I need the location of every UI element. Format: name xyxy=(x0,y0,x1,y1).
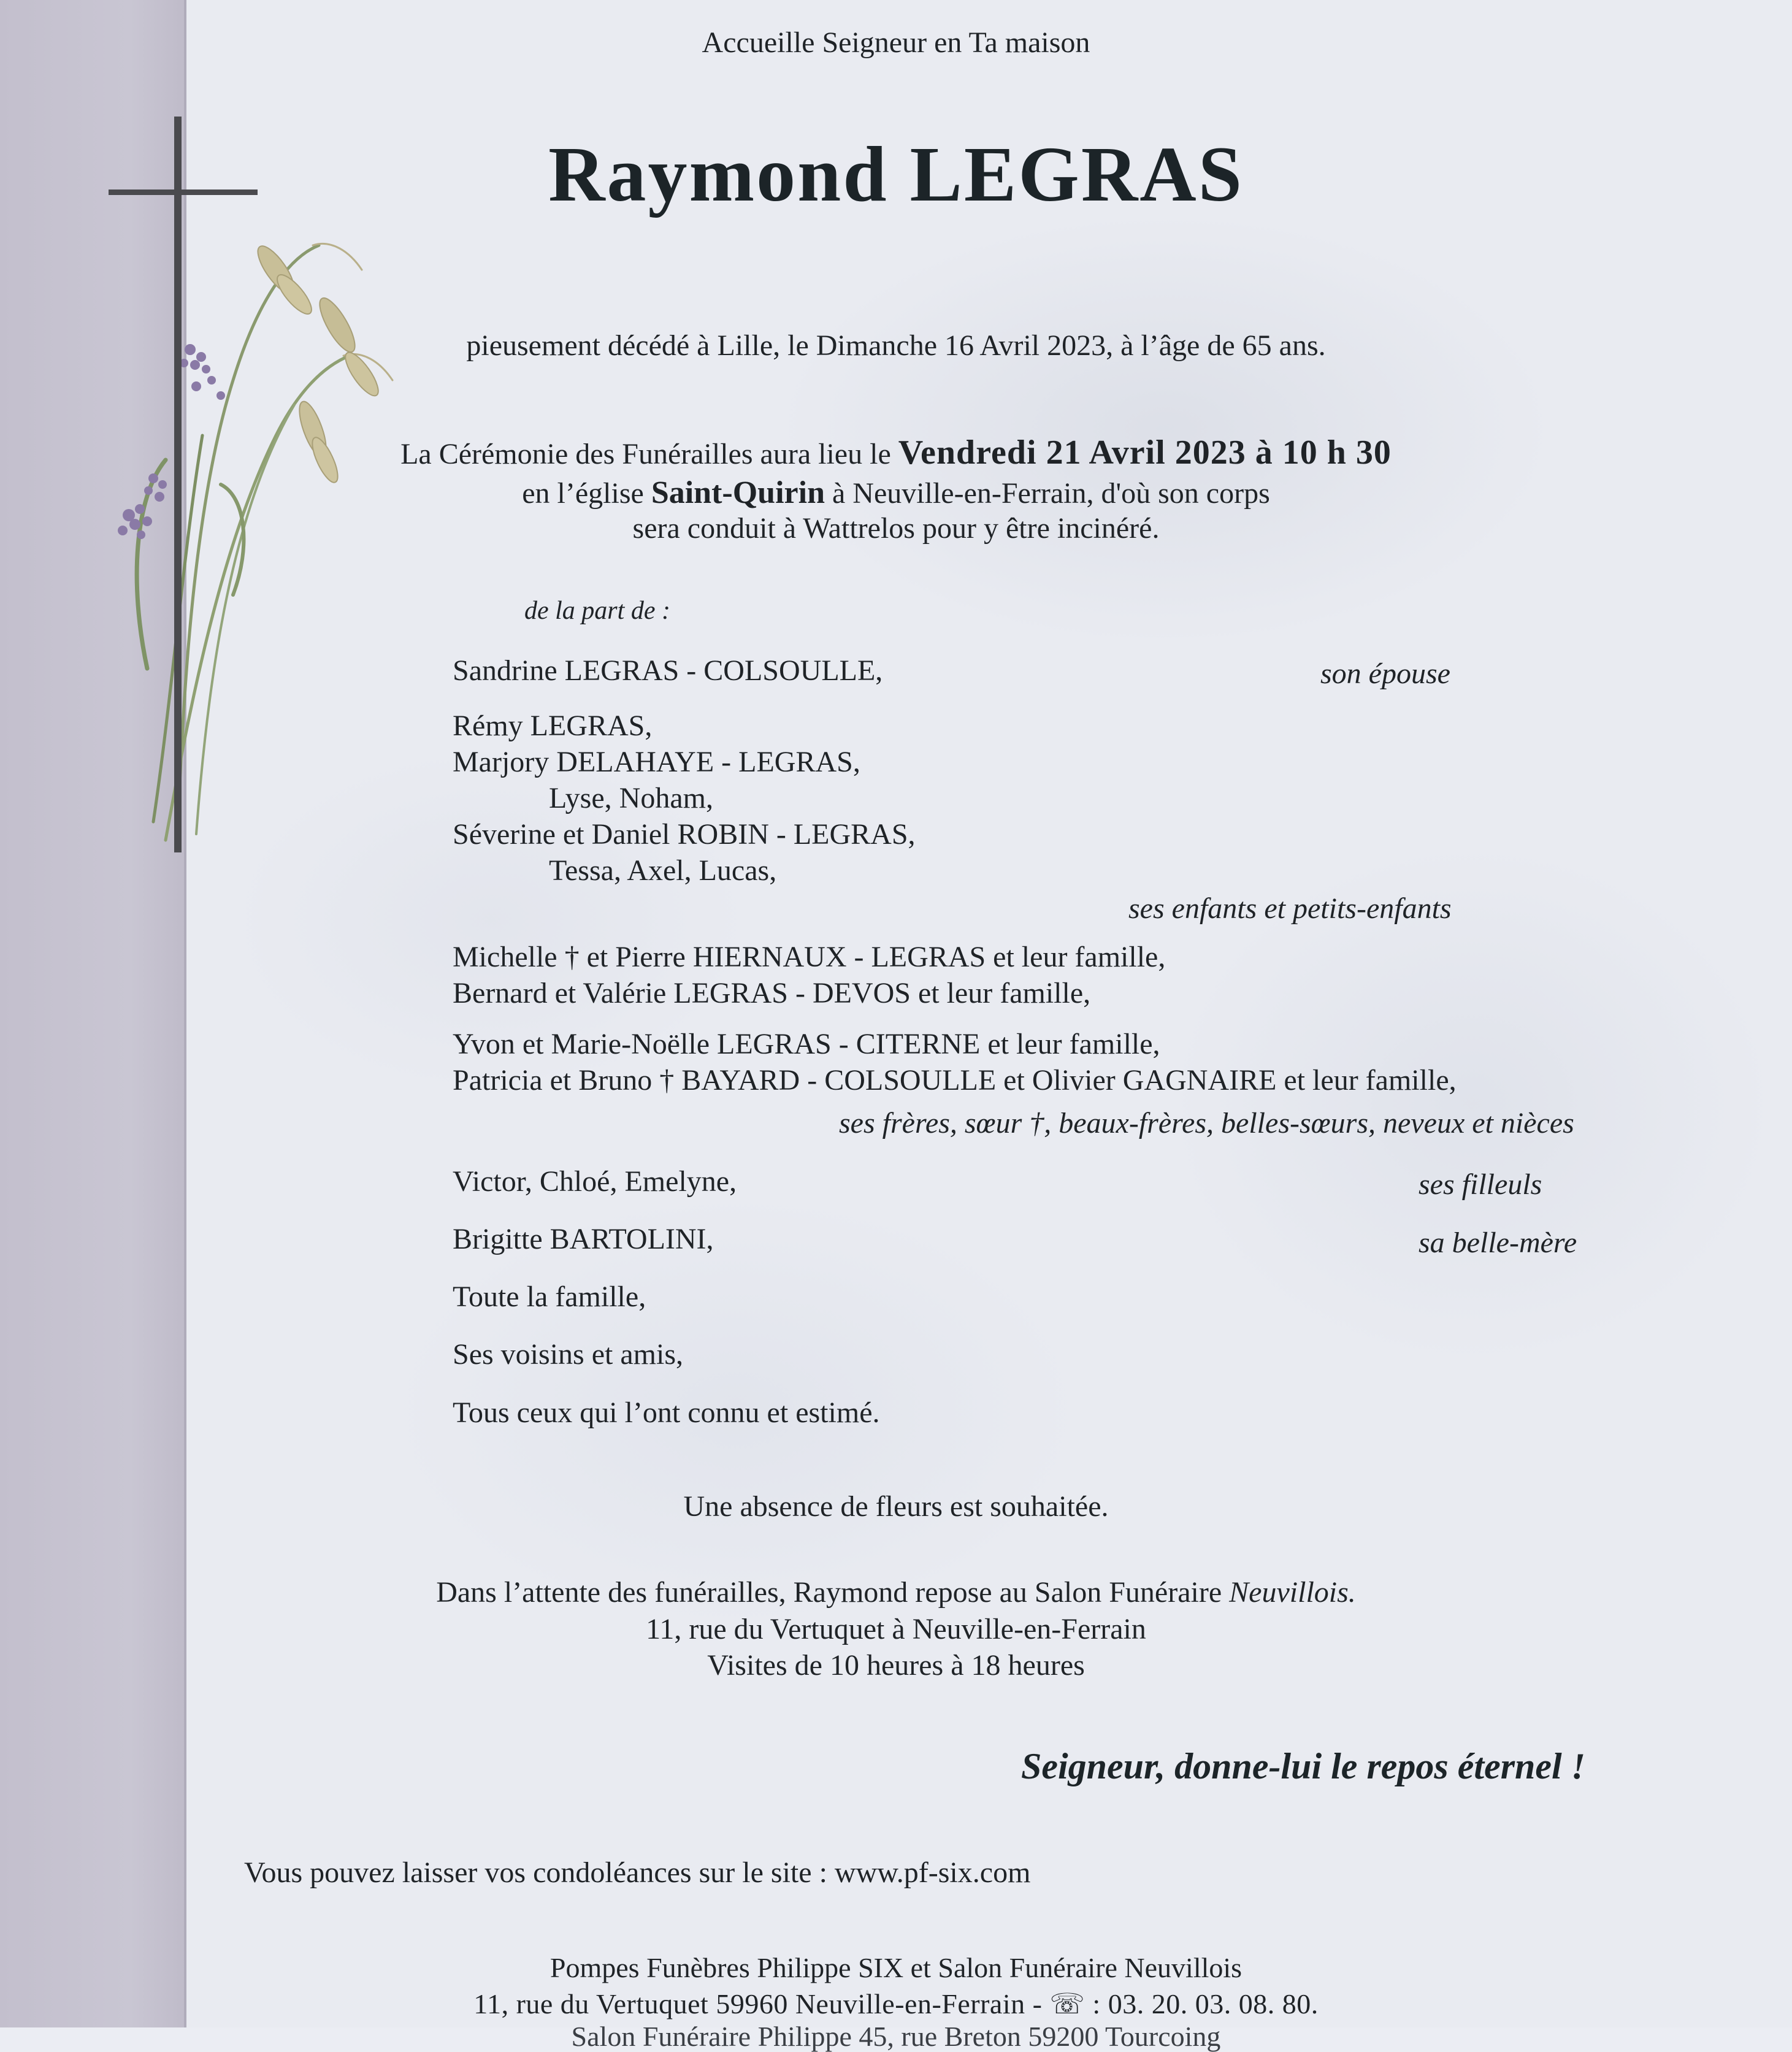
family-mother-in-law-relation: sa belle-mère xyxy=(1419,1227,1577,1259)
family-godchildren-relation: ses filleuls xyxy=(1419,1168,1542,1201)
family-child-2: Marjory DELAHAYE - LEGRAS, xyxy=(453,746,860,778)
family-others-1: Toute la famille, xyxy=(453,1281,646,1313)
death-notice: pieusement décédé à Lille, le Dimanche 16 Avril 2023, à l’âge de 65 ans. xyxy=(466,329,1326,362)
ceremony-line-2 xyxy=(0,477,1792,509)
family-child-1: Rémy LEGRAS, xyxy=(453,710,653,742)
visitation-line-3: Visites de 10 heures à 18 heures xyxy=(707,1649,1085,1682)
from-label: de la part de : xyxy=(524,597,670,625)
opening-prayer: Accueille Seigneur en Ta maison xyxy=(702,26,1090,59)
family-spouse-relation: son épouse xyxy=(1320,657,1450,690)
family-others-2: Ses voisins et amis, xyxy=(453,1338,684,1371)
deceased-name: Raymond LEGRAS xyxy=(548,131,1244,218)
ceremony-prefix: La Cérémonie des Funérailles aura lieu le xyxy=(400,438,891,470)
family-mother-in-law: Brigitte BARTOLINI, xyxy=(453,1223,714,1255)
family-children-relation: ses enfants et petits-enfants xyxy=(1128,892,1452,925)
family-sibling-4: Patricia et Bruno † BAYARD - COLSOULLE et Olivier GAGNAIRE et leur famille, xyxy=(453,1064,1457,1097)
family-grandchildren-3: Tessa, Axel, Lucas, xyxy=(549,854,777,887)
family-sibling-2: Bernard et Valérie LEGRAS - DEVOS et leur famille, xyxy=(453,977,1091,1009)
family-others-3: Tous ceux qui l’ont connu et estimé. xyxy=(453,1396,880,1429)
footer-company: Pompes Funèbres Philippe SIX et Salon Funéraire Neuvillois xyxy=(549,1952,1243,1983)
family-child-3: Séverine et Daniel ROBIN - LEGRAS, xyxy=(453,818,916,851)
visitation-line-2: 11, rue du Vertuquet à Neuville-en-Ferrain xyxy=(646,1613,1146,1645)
family-spouse: Sandrine LEGRAS - COLSOULLE, xyxy=(453,654,883,687)
ceremony-line-3: sera conduit à Wattrelos pour y être incinéré. xyxy=(632,512,1160,545)
ceremony-date: Vendredi 21 Avril 2023 à 10 h 30 xyxy=(898,434,1392,472)
ceremony-church-prefix: en l’église xyxy=(522,477,644,510)
closing-prayer: Seigneur, donne-lui le repos éternel ! xyxy=(1021,1746,1586,1786)
flowers-note: Une absence de fleurs est souhaitée. xyxy=(683,1490,1109,1523)
condolences-line: Vous pouvez laisser vos condoléances sur le site : www.pf-six.com xyxy=(244,1856,1031,1889)
family-grandchildren-2: Lyse, Noham, xyxy=(549,782,713,814)
visitation-line-1 xyxy=(0,1578,1792,1607)
visitation-place: Neuvillois. xyxy=(1229,1576,1356,1609)
family-sibling-1: Michelle † et Pierre HIERNAUX - LEGRAS et leur famille, xyxy=(453,941,1166,973)
ceremony-line-1 xyxy=(0,435,1792,470)
family-godchildren: Victor, Chloé, Emelyne, xyxy=(453,1165,737,1198)
footer-partial-line: Salon Funéraire Philippe 45, rue Breton 59200 Tourcoing xyxy=(571,2021,1221,2052)
visitation-text: Dans l’attente des funérailles, Raymond repose au Salon Funéraire xyxy=(436,1576,1222,1609)
family-siblings-relation: ses frères, sœur †, beaux-frères, belles-sœurs, neveux et nièces xyxy=(839,1107,1574,1139)
footer-address: 11, rue du Vertuquet 59960 Neuville-en-Ferrain - ☏ : 03. 20. 03. 08. 80. xyxy=(473,1988,1319,2019)
family-sibling-3: Yvon et Marie-Noëlle LEGRAS - CITERNE et leur famille, xyxy=(453,1028,1160,1060)
ceremony-church: Saint-Quirin xyxy=(651,475,825,510)
ceremony-church-suffix: à Neuville-en-Ferrain, d'où son corps xyxy=(832,477,1270,510)
